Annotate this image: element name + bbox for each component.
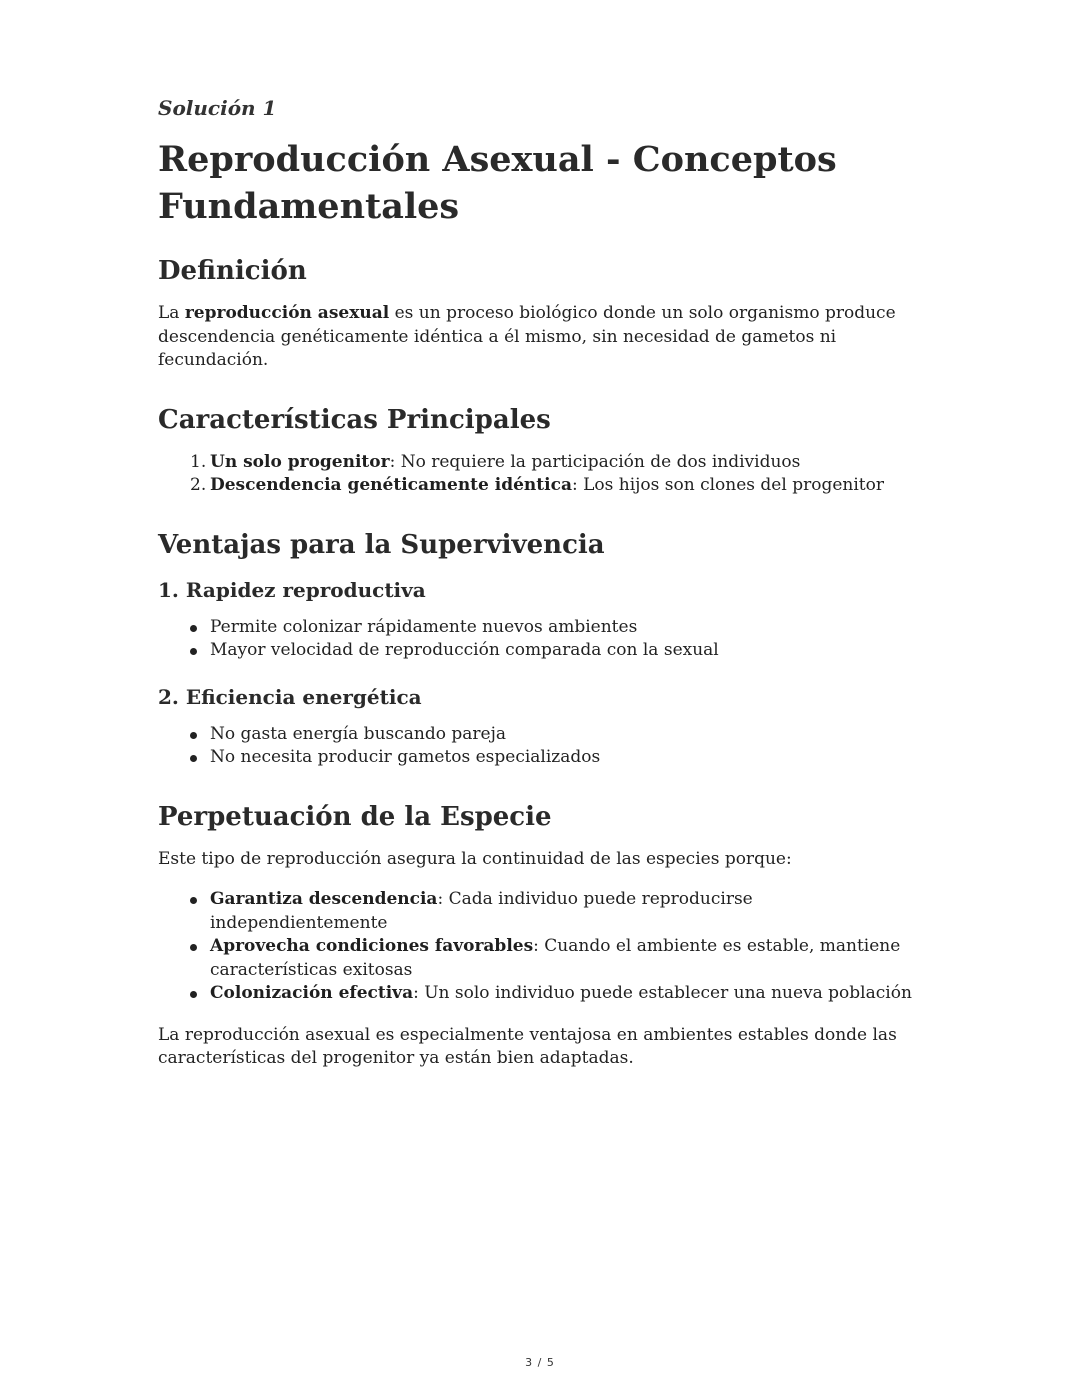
characteristics-section <box>158 403 928 498</box>
solution-label: Solución 1 <box>158 96 277 120</box>
list-item <box>158 451 928 475</box>
list-item <box>158 982 928 1006</box>
definition-heading: Definición <box>158 256 307 286</box>
list-item <box>158 935 928 982</box>
advantages-heading: Ventajas para la Supervivencia <box>158 529 605 560</box>
document-page <box>158 92 928 1071</box>
advantages-list <box>158 616 928 663</box>
item-text: : Un solo individuo puede establecer una nueva población <box>413 983 912 1003</box>
list-item <box>158 474 928 498</box>
definition-term: reproducción asexual <box>184 303 390 323</box>
definition-text <box>158 302 928 373</box>
perpetuation-section <box>158 800 928 1071</box>
item-term: Un solo progenitor <box>210 451 390 472</box>
definition-body: es un proceso biológico donde un solo organismo produce descendencia genéticamente idéntica a él mismo, sin necesidad de gametos ni fecundación. <box>158 303 896 370</box>
item-text: : Cuando el ambiente es estable, mantiene características exitosas <box>210 936 901 980</box>
list-item <box>158 888 928 935</box>
item-term: Aprovecha condiciones favorables <box>210 936 534 956</box>
advantages-section <box>158 528 928 770</box>
list-item: Permite colonizar rápidamente nuevos ambientes <box>158 616 928 640</box>
page-indicator: 3 / 5 <box>525 1356 555 1369</box>
item-text: : Los hijos son clones del progenitor <box>571 475 884 495</box>
list-number: 2. <box>190 475 207 495</box>
item-text: : No requiere la participación de dos individuos <box>389 451 801 472</box>
subsection-heading: 2. Eficiencia energética <box>158 684 422 709</box>
perpetuation-intro: Este tipo de reproducción asegura la continuidad de las especies porque: <box>158 848 792 869</box>
definition-section <box>158 254 928 373</box>
characteristics-heading: Características Principales <box>158 404 551 435</box>
item-term: Descendencia genéticamente idéntica <box>210 475 572 495</box>
advantages-list <box>158 723 928 770</box>
list-item: No gasta energía buscando pareja <box>158 723 928 747</box>
subsection-heading: 1. Rapidez reproductiva <box>158 577 426 602</box>
page-title: Reproducción Asexual - Conceptos Fundamentales <box>158 139 837 227</box>
item-term: Colonización efectiva <box>210 983 414 1003</box>
list-number: 1. <box>190 451 207 472</box>
characteristics-list <box>158 451 928 498</box>
item-text: : Cada individuo puede reproducirse independientemente <box>210 889 753 933</box>
definition-prefix: La <box>158 303 185 323</box>
list-item: Mayor velocidad de reproducción comparada con la sexual <box>158 639 928 663</box>
perpetuation-closing: La reproducción asexual es especialmente ventajosa en ambientes estables donde las características del progenitor ya están bien adaptadas. <box>158 1024 897 1068</box>
perpetuation-heading: Perpetuación de la Especie <box>158 801 552 832</box>
list-item: No necesita producir gametos especializados <box>158 746 928 770</box>
perpetuation-list <box>158 888 928 1006</box>
item-term: Garantiza descendencia <box>210 889 438 909</box>
